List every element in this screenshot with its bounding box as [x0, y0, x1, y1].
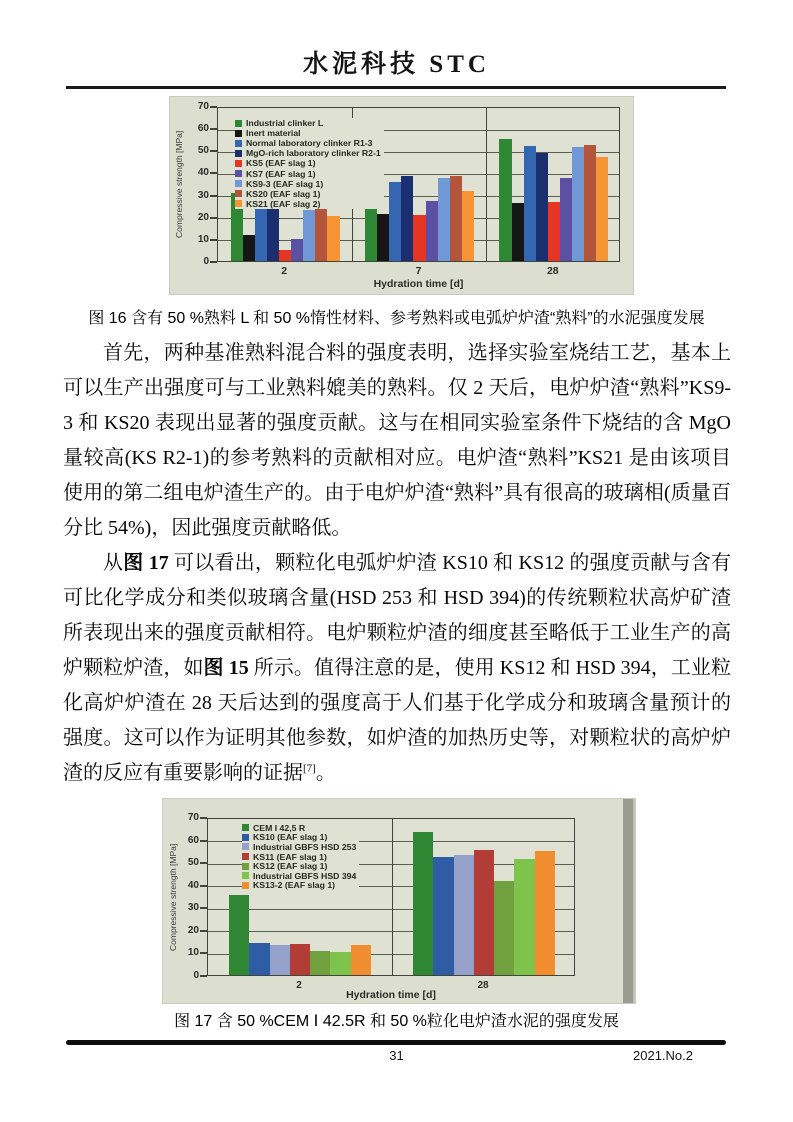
legend-item [235, 199, 381, 209]
legend-item [242, 823, 356, 833]
legend-swatch [242, 853, 249, 860]
text-run: 图 15 [203, 657, 249, 679]
paragraph [63, 546, 731, 791]
bar-ks9-3-eaf-slag-1- [438, 178, 450, 261]
y-tick-label: 20 [197, 211, 209, 223]
journal-title: 水泥科技 STC [303, 51, 490, 78]
text-run: 图 17 [123, 552, 169, 574]
bar-ks20-eaf-slag-1- [584, 145, 596, 261]
y-tick-mark [200, 907, 207, 909]
legend-item [235, 179, 381, 189]
bar-mgo-rich-laboratory-clinker-r2-1 [536, 153, 548, 261]
legend-swatch [235, 190, 242, 197]
bar-inert-material [243, 235, 255, 261]
bar-ks7-eaf-slag-1- [426, 201, 438, 261]
bar-ks5-eaf-slag-1- [413, 215, 425, 261]
bar-ks5-eaf-slag-1- [548, 202, 560, 261]
legend-swatch [242, 824, 249, 831]
header-rule [66, 86, 726, 89]
bar-group-28d [487, 108, 621, 261]
y-tick-label: 50 [187, 857, 199, 869]
legend-label: KS10 (EAF slag 1) [253, 832, 328, 843]
legend-swatch [235, 170, 242, 177]
text-run: 所示。值得注意的是，使用 KS12 和 HSD 394，工业粒化高炉炉渣在 28 天后达到的强度高于人们基于化学成分和玻璃含量预计的强度。这可以作为证明其他参数，如炉渣的加热历史等，对颗粒状的高炉炉渣的反应有重要影响的证据 [63, 657, 731, 784]
legend-swatch [242, 872, 249, 879]
paragraph [63, 336, 731, 546]
text-run: 从 [103, 552, 124, 574]
bar-ks5-eaf-slag-1- [279, 250, 291, 261]
chart-legend [235, 118, 384, 209]
scan-shadow [623, 799, 633, 1003]
legend-swatch [242, 843, 249, 850]
bar-normal-laboratory-clinker-r1-3 [255, 207, 267, 261]
figure-17-caption: 图 17 含 50 %CEM Ⅰ 42.5R 和 50 %粒化电炉渣水泥的强度发展 [174, 1013, 619, 1030]
bar-group-28d [392, 819, 576, 975]
legend-swatch [235, 150, 242, 157]
y-tick-label: 60 [197, 123, 209, 135]
y-tick-label: 40 [187, 879, 199, 891]
legend-item [242, 842, 356, 852]
legend-item [242, 852, 356, 862]
bar-industrial-gbfs-hsd-253 [454, 855, 474, 975]
x-category-label: 2 [281, 265, 288, 277]
legend-item [235, 168, 381, 178]
legend-swatch [235, 140, 242, 147]
x-category-label: 2 [296, 980, 302, 991]
bar-mgo-rich-laboratory-clinker-r2-1 [267, 202, 279, 261]
bar-mgo-rich-laboratory-clinker-r2-1 [401, 176, 413, 261]
bar-ks13-2-eaf-slag-1- [535, 851, 555, 975]
legend-swatch [235, 200, 242, 207]
bar-industrial-gbfs-hsd-394 [330, 952, 350, 975]
bar-ks9-3-eaf-slag-1- [572, 147, 584, 261]
y-tick-mark [200, 862, 207, 864]
legend-swatch [242, 863, 249, 870]
bar-ks10-eaf-slag-1- [433, 857, 453, 975]
y-axis-title: Compressive strength [MPa] [174, 130, 184, 239]
legend-item [235, 138, 381, 148]
y-tick-mark [210, 261, 217, 263]
x-category-label: 7 [415, 265, 422, 277]
legend-swatch [235, 120, 242, 127]
legend-item [235, 148, 381, 158]
bar-cem-i-42-5-r [229, 895, 249, 975]
y-tick-mark [210, 239, 217, 241]
bar-industrial-gbfs-hsd-253 [270, 945, 290, 975]
legend-item [242, 881, 356, 891]
legend-item [235, 158, 381, 168]
page-number: 31 [389, 1048, 404, 1063]
bar-ks10-eaf-slag-1- [249, 943, 269, 975]
legend-item [235, 128, 381, 138]
y-tick-label: 50 [197, 145, 209, 157]
bar-cem-i-42-5-r [413, 832, 433, 975]
text-run: 。 [315, 762, 336, 784]
y-tick-mark [210, 128, 217, 130]
x-axis-title: Hydration time [d] [373, 278, 464, 290]
y-tick-mark [200, 817, 207, 819]
legend-item [235, 189, 381, 199]
bar-ks20-eaf-slag-1- [450, 176, 462, 261]
y-tick-mark [200, 840, 207, 842]
legend-label: Industrial clinker L [246, 118, 324, 129]
legend-item [235, 118, 381, 128]
bar-ks21-eaf-slag-2- [462, 191, 474, 261]
y-tick-label: 0 [203, 256, 209, 267]
figure-17-bar-chart [163, 799, 635, 1003]
bar-ks7-eaf-slag-1- [560, 178, 572, 261]
y-tick-label: 0 [193, 970, 199, 981]
bar-ks12-eaf-slag-1- [310, 951, 330, 976]
y-tick-mark [210, 172, 217, 174]
y-tick-mark [210, 217, 217, 219]
legend-label: KS7 (EAF slag 1) [246, 168, 316, 179]
legend-swatch [242, 882, 249, 889]
y-tick-label: 10 [187, 947, 199, 959]
y-tick-label: 30 [187, 902, 199, 914]
bar-ks20-eaf-slag-1- [315, 205, 327, 261]
y-tick-mark [200, 952, 207, 954]
bar-industrial-clinker-l [499, 139, 511, 261]
text-run: 首先，两种基准熟料混合料的强度表明，选择实验室烧结工艺，基本上可以生产出强度可与工业熟料媲美的熟料。仅 2 天后，电炉炉渣“熟料”KS9-3 和 KS20 表现出显著的强度贡献。这与在相同实验室条件下烧结的含 MgO 量较高(KS R2-1)的参考熟料的贡献相对应。电炉渣“熟料”KS21 是由该项目使用的第二组电炉渣生产的。由于电炉炉渣“熟料”具有很高的玻璃相(质量百分比 54%)，因此强度贡献略低。 [63, 342, 731, 539]
bar-ks13-2-eaf-slag-1- [351, 945, 371, 975]
legend-swatch [235, 160, 242, 167]
bar-normal-laboratory-clinker-r1-3 [389, 182, 401, 261]
reference-superscript: [7] [303, 762, 316, 775]
legend-label: Industrial GBFS HSD 253 [253, 841, 357, 852]
bar-industrial-gbfs-hsd-394 [514, 859, 534, 975]
y-tick-mark [210, 150, 217, 152]
bar-normal-laboratory-clinker-r1-3 [524, 146, 536, 261]
legend-label: KS12 (EAF slag 1) [253, 861, 328, 872]
x-category-label: 28 [477, 980, 489, 991]
legend-label: KS21 (EAF slag 2) [246, 198, 321, 209]
footer-rule [66, 1040, 726, 1045]
bar-ks21-eaf-slag-2- [327, 216, 339, 261]
x-category-label: 28 [546, 265, 559, 277]
legend-label: CEM I 42,5 R [253, 822, 306, 833]
legend-label: KS20 (EAF slag 1) [246, 188, 321, 199]
legend-item [242, 871, 356, 881]
y-tick-label: 70 [187, 812, 199, 823]
bar-inert-material [512, 203, 524, 261]
legend-label: KS13-2 (EAF slag 1) [253, 880, 336, 891]
y-tick-mark [200, 930, 207, 932]
bar-ks21-eaf-slag-2- [596, 157, 608, 261]
legend-swatch [235, 180, 242, 187]
legend-label: Normal laboratory clinker R1-3 [246, 138, 373, 149]
text-run: 可以看出，颗粒化电弧炉炉渣 KS10 和 KS12 的强度贡献与含有可比化学成分和类似玻璃含量(HSD 253 和 HSD 394)的传统颗粒状高炉矿渣所表现出来的强度贡献相符。电炉颗粒炉渣的细度甚至略低于工业生产的高炉颗粒炉渣，如 [63, 552, 732, 679]
legend-label: MgO-rich laboratory clinker R2-1 [246, 148, 381, 159]
y-tick-label: 70 [197, 101, 209, 112]
bar-ks11-eaf-slag-1- [290, 944, 310, 975]
legend-item [242, 861, 356, 871]
y-tick-label: 60 [187, 834, 199, 846]
chart-legend [242, 823, 359, 890]
issue-label: 2021.No.2 [633, 1048, 693, 1063]
bar-inert-material [377, 214, 389, 261]
legend-label: Inert material [246, 128, 301, 139]
bar-ks11-eaf-slag-1- [474, 850, 494, 975]
legend-item [242, 833, 356, 843]
x-axis-title: Hydration time [d] [346, 989, 436, 1001]
y-tick-label: 40 [197, 167, 209, 179]
y-tick-mark [210, 195, 217, 197]
y-tick-mark [200, 975, 207, 977]
legend-label: KS11 (EAF slag 1) [253, 851, 327, 862]
bar-ks12-eaf-slag-1- [494, 881, 514, 975]
legend-swatch [235, 130, 242, 137]
legend-label: Industrial GBFS HSD 394 [253, 870, 357, 881]
legend-label: KS9-3 (EAF slag 1) [246, 178, 324, 189]
y-tick-mark [200, 885, 207, 887]
legend-swatch [242, 834, 249, 841]
y-axis-title: Compressive strength [MPa] [168, 843, 178, 951]
legend-label: KS5 (EAF slag 1) [246, 158, 316, 169]
bar-ks9-3-eaf-slag-1- [303, 210, 315, 261]
y-tick-label: 10 [197, 233, 209, 245]
figure-16-caption: 图 16 含有 50 %熟料 L 和 50 %惰性材料、参考熟料或电弧炉炉渣“熟料”的水泥强度发展 [88, 310, 705, 327]
y-tick-label: 20 [187, 924, 199, 936]
bar-ks7-eaf-slag-1- [291, 239, 303, 261]
y-tick-label: 30 [197, 189, 209, 201]
figure-16-bar-chart [170, 97, 633, 294]
scan-shadow-edge [633, 799, 635, 1003]
body-text [63, 336, 731, 791]
y-tick-mark [210, 106, 217, 108]
